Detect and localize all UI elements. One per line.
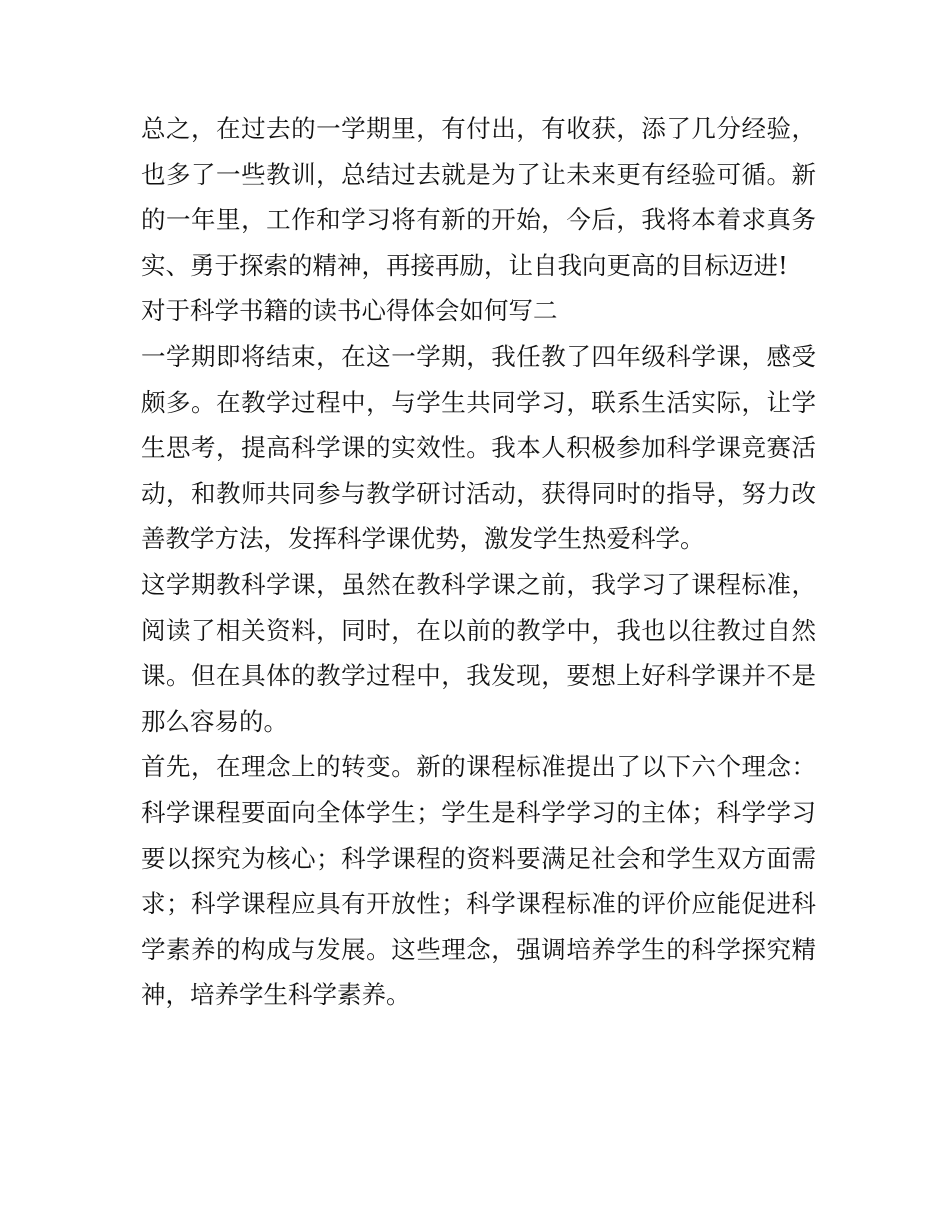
paragraph-curriculum: 这学期教科学课，虽然在教科学课之前，我学习了课程标准，阅读了相关资料，同时，在以前的教学中，我也以往教过自然课。但在具体的教学过程中，我发现，要想上好科学课并不是那么容易的。 [141,569,816,736]
paragraph-summary: 总之，在过去的一学期里，有付出，有收获，添了几分经验，也多了一些教训，总结过去就是为了让未来更有经验可循。新的一年里，工作和学习将有新的开始，今后，我将本着求真务实、勇于探索的精神，再接再励，让自我向更高的目标迈进! [141,114,816,280]
document-body [141,106,816,1018]
paragraph-concepts: 首先，在理念上的转变。新的课程标准提出了以下六个理念：科学课程要面向全体学生；学生是科学学习的主体；科学学习要以探究为核心；科学课程的资料要满足社会和学生双方面需求；科学课程应具有开放性；科学课程标准的评价应能促进科学素养的构成与发展。这些理念，强调培养学生的科学探究精神，培养学生科学素养。 [141,752,816,1010]
section-heading: 对于科学书籍的读书心得体会如何写二 [141,296,558,326]
paragraph-semester: 一学期即将结束，在这一学期，我任教了四年级科学课，感受颇多。在教学过程中，与学生共同学习，联系生活实际，让学生思考，提高科学课的实效性。我本人积极参加科学课竞赛活动，和教师共同参与教学研讨活动，获得同时的指导，努力改善教学方法，发挥科学课优势，激发学生热爱科学。 [141,341,816,554]
